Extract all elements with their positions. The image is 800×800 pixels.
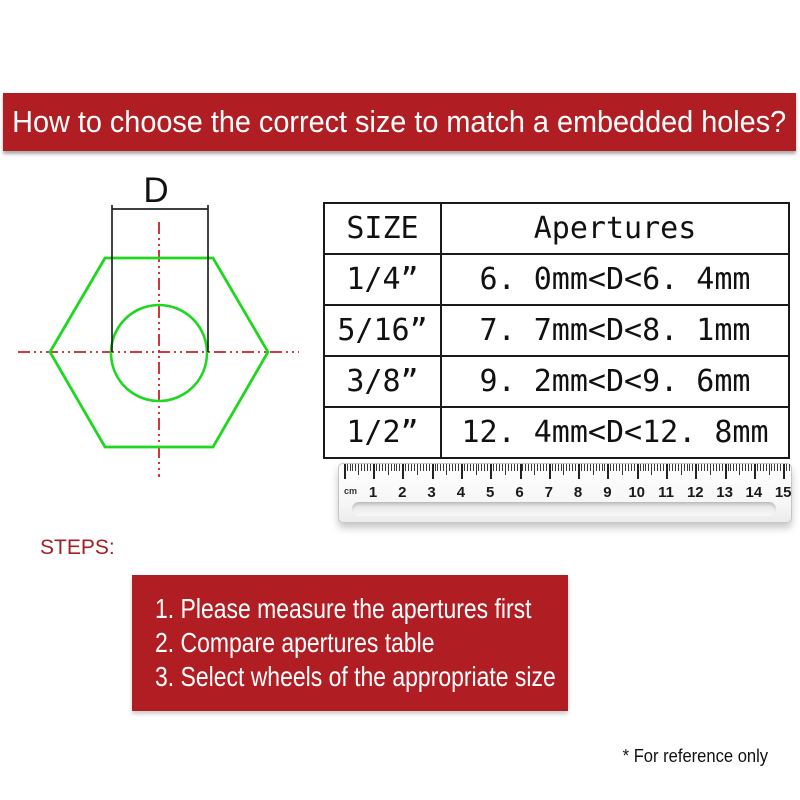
ruler-number: 13 <box>716 484 733 501</box>
ruler-groove <box>352 502 776 516</box>
ruler-number: 3 <box>427 484 436 501</box>
ruler-tick <box>681 464 682 475</box>
ruler-number: 11 <box>658 484 674 501</box>
ruler-tick <box>440 464 441 471</box>
ruler-tick <box>584 464 585 471</box>
ruler-number: 15 <box>774 484 792 501</box>
ruler-tick <box>546 464 547 471</box>
ruler-tick <box>517 464 518 471</box>
ruler-tick <box>651 464 652 475</box>
ruler-tick <box>707 464 708 471</box>
ruler-tick <box>616 464 617 471</box>
ruler-tick <box>525 464 526 471</box>
ruler-tick <box>350 464 351 471</box>
ruler-tick <box>689 464 690 471</box>
ruler-tick <box>499 464 500 471</box>
ruler-tick <box>575 464 576 471</box>
ruler-tick <box>566 464 567 471</box>
ruler-tick <box>757 464 758 471</box>
ruler-tick <box>531 464 532 471</box>
ruler-tick <box>426 464 427 471</box>
ruler-tick <box>558 464 559 471</box>
ruler-tick <box>364 464 365 471</box>
ruler-tick <box>402 464 404 479</box>
ruler-tick <box>467 464 468 471</box>
ruler-tick <box>760 464 761 471</box>
ruler-tick <box>391 464 392 471</box>
ruler-tick <box>487 464 488 471</box>
ruler-tick <box>698 464 699 471</box>
table-row <box>324 254 789 305</box>
ruler-tick <box>669 464 670 471</box>
ruler-tick <box>725 464 727 479</box>
ruler-tick <box>733 464 734 471</box>
ruler-tick <box>722 464 723 471</box>
size-cell: 1/4” <box>324 254 441 305</box>
ruler-tick <box>481 464 482 471</box>
size-header: SIZE <box>324 203 441 254</box>
ruler-tick <box>692 464 693 471</box>
ruler-tick <box>643 464 644 471</box>
ruler-tick <box>399 464 400 471</box>
ruler-tick <box>728 464 729 471</box>
ruler-tick <box>429 464 430 471</box>
ruler-unit-label: cm <box>344 486 358 496</box>
ruler-tick <box>493 464 494 471</box>
ruler-tick <box>414 464 415 471</box>
ruler-tick <box>411 464 412 471</box>
bore-circle <box>111 305 207 401</box>
ruler-tick <box>619 464 620 471</box>
ruler-tick <box>569 464 570 471</box>
ruler-tick <box>572 464 573 471</box>
ruler-tick <box>663 464 664 471</box>
ruler-number: 7 <box>544 484 553 501</box>
size-table <box>323 202 790 459</box>
ruler-tick <box>446 464 447 475</box>
ruler-tick <box>704 464 705 471</box>
ruler-tick <box>742 464 743 471</box>
ruler-tick <box>376 464 377 471</box>
ruler-tick <box>344 464 346 479</box>
ruler-tick <box>648 464 649 471</box>
ruler-tick <box>613 464 614 471</box>
ruler-number: 1 <box>368 484 378 501</box>
aperture-cell: 6. 0mm<D<6. 4mm <box>441 254 789 305</box>
ruler-number: 6 <box>515 484 524 501</box>
ruler-tick <box>774 464 775 471</box>
ruler-number: 8 <box>573 484 583 501</box>
ruler-tick <box>370 464 371 471</box>
ruler-tick <box>408 464 409 471</box>
ruler-tick <box>528 464 529 471</box>
ruler-tick <box>745 464 746 471</box>
ruler-number: 4 <box>456 484 466 501</box>
ruler-tick <box>561 464 562 471</box>
ruler-tick <box>435 464 436 471</box>
ruler <box>338 463 792 523</box>
ruler-tick <box>552 464 553 471</box>
ruler-tick <box>763 464 764 471</box>
ruler-tick <box>771 464 772 471</box>
ruler-tick <box>563 464 564 475</box>
ruler-tick <box>379 464 380 471</box>
ruler-tick <box>455 464 456 471</box>
ruler-tick <box>713 464 714 471</box>
ruler-tick <box>432 464 434 479</box>
aperture-cell: 9. 2mm<D<9. 6mm <box>441 356 789 407</box>
ruler-tick <box>719 464 720 471</box>
ruler-tick <box>748 464 749 471</box>
ruler-tick <box>478 464 479 471</box>
ruler-tick <box>701 464 702 471</box>
banner-title: How to choose the correct size to match a embedded holes? <box>12 104 787 139</box>
ruler-tick <box>607 464 609 479</box>
ruler-tick <box>684 464 685 471</box>
ruler-tick <box>522 464 523 471</box>
ruler-tick <box>602 464 603 471</box>
table-row <box>324 305 789 356</box>
ruler-tick <box>443 464 444 471</box>
ruler-tick <box>352 464 353 471</box>
ruler-tick <box>754 464 756 479</box>
ruler-tick <box>640 464 641 471</box>
ruler-tick <box>347 464 348 471</box>
ruler-tick <box>657 464 658 471</box>
ruler-tick <box>452 464 453 471</box>
ruler-tick <box>628 464 629 471</box>
ruler-tick <box>622 464 623 475</box>
ruler-tick <box>555 464 556 471</box>
ruler-tick <box>675 464 676 471</box>
ruler-tick <box>736 464 737 471</box>
ruler-tick <box>514 464 515 471</box>
ruler-tick <box>505 464 506 475</box>
size-cell: 5/16” <box>324 305 441 356</box>
ruler-tick <box>470 464 471 471</box>
ruler-tick <box>610 464 611 471</box>
ruler-tick <box>730 464 731 471</box>
ruler-tick <box>420 464 421 471</box>
ruler-tick <box>672 464 673 471</box>
ruler-tick <box>496 464 497 471</box>
ruler-tick <box>502 464 503 471</box>
ruler-tick <box>540 464 541 471</box>
step-item-2: 2. Compare apertures table <box>155 627 435 658</box>
ruler-tick <box>484 464 485 471</box>
ruler-tick <box>458 464 459 471</box>
step-item-1: 1. Please measure the apertures first <box>155 593 532 624</box>
ruler-tick <box>373 464 375 479</box>
ruler-tick <box>769 464 770 475</box>
ruler-tick <box>464 464 465 471</box>
ruler-number: 9 <box>603 484 612 501</box>
ruler-tick <box>766 464 767 471</box>
ruler-tick <box>599 464 600 471</box>
ruler-tick <box>786 464 787 471</box>
ruler-tick <box>660 464 661 471</box>
ruler-tick <box>590 464 591 471</box>
ruler-tick <box>476 464 477 475</box>
ruler-tick <box>780 464 781 471</box>
ruler-tick <box>508 464 509 471</box>
dimension-label: D <box>143 171 169 210</box>
banner <box>3 93 796 151</box>
ruler-tick <box>473 464 474 471</box>
ruler-tick <box>385 464 386 471</box>
ruler-tick <box>520 464 522 479</box>
ruler-tick <box>537 464 538 471</box>
ruler-tick <box>490 464 492 479</box>
ruler-tick <box>751 464 752 471</box>
ruler-tick <box>666 464 668 479</box>
ruler-tick <box>405 464 406 471</box>
ruler-tick <box>695 464 697 479</box>
ruler-tick <box>358 464 359 475</box>
ruler-tick <box>593 464 594 475</box>
ruler-tick <box>596 464 597 471</box>
steps-heading: STEPS: <box>40 536 115 559</box>
table-header-row <box>324 203 789 254</box>
ruler-tick <box>654 464 655 471</box>
ruler-tick <box>543 464 544 471</box>
ruler-tick <box>783 464 785 479</box>
ruler-tick <box>388 464 389 475</box>
ruler-tick <box>789 464 790 471</box>
apertures-header: Apertures <box>441 203 789 254</box>
ruler-tick <box>417 464 418 475</box>
ruler-tick <box>777 464 778 471</box>
ruler-tick <box>394 464 395 471</box>
ruler-tick <box>637 464 639 479</box>
ruler-tick <box>687 464 688 471</box>
ruler-tick <box>625 464 626 471</box>
ruler-tick <box>631 464 632 471</box>
ruler-tick <box>437 464 438 471</box>
ruler-tick <box>549 464 551 479</box>
aperture-cell: 7. 7mm<D<8. 1mm <box>441 305 789 356</box>
ruler-tick <box>361 464 362 471</box>
ruler-tick <box>581 464 582 471</box>
ruler-tick <box>645 464 646 471</box>
ruler-number: 2 <box>398 484 407 501</box>
ruler-number: 10 <box>628 484 646 501</box>
ruler-tick <box>355 464 356 471</box>
table-row <box>324 356 789 407</box>
ruler-tick <box>511 464 512 471</box>
size-cell: 1/2” <box>324 407 441 458</box>
ruler-tick <box>710 464 711 475</box>
ruler-tick <box>678 464 679 471</box>
steps-box <box>132 575 568 711</box>
ruler-tick <box>423 464 424 471</box>
ruler-tick <box>534 464 535 475</box>
ruler-tick <box>449 464 450 471</box>
ruler-tick <box>716 464 717 471</box>
ruler-tick <box>461 464 463 479</box>
nut-diagram <box>10 160 310 490</box>
ruler-tick <box>634 464 635 471</box>
size-cell: 3/8” <box>324 356 441 407</box>
reference-note: * For reference only <box>622 746 768 766</box>
table-row <box>324 407 789 458</box>
ruler-number: 12 <box>686 484 704 501</box>
ruler-tick <box>367 464 368 471</box>
step-item-3: 3. Select wheels of the appropriate size <box>155 661 556 692</box>
aperture-cell: 12. 4mm<D<12. 8mm <box>441 407 789 458</box>
ruler-tick <box>382 464 383 471</box>
ruler-tick <box>604 464 605 471</box>
ruler-tick <box>578 464 580 479</box>
ruler-tick <box>396 464 397 471</box>
ruler-number: 5 <box>486 484 495 501</box>
ruler-number: 14 <box>745 484 763 501</box>
ruler-tick <box>739 464 740 475</box>
ruler-tick <box>587 464 588 471</box>
